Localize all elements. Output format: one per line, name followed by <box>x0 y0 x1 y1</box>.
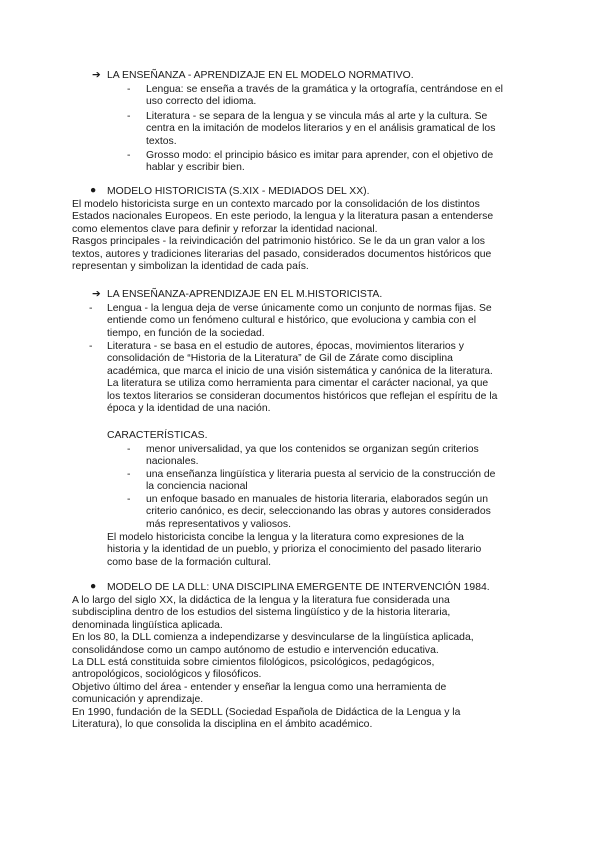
dash-bullet-icon: - <box>127 84 131 95</box>
heading-historicist-model: MODELO HISTORICISTA (S.XIX - MEDIADOS DEL XX). <box>107 186 370 197</box>
dash-bullet-icon: - <box>89 303 93 314</box>
list-item-lengua-hist: Lengua - la lengua deja de verse únicamente como un conjunto de normas fijas. Se entiende como un fenómeno cultural e histórico, que evoluciona y cambia con el tiempo, en función de la sociedad. <box>107 303 492 339</box>
heading-dll-model: MODELO DE LA DLL: UNA DISCIPLINA EMERGENTE DE INTERVENCIÓN 1984. <box>107 582 490 593</box>
dash-bullet-icon: - <box>127 444 131 455</box>
heading-historicist-teaching: LA ENSEÑANZA-APRENDIZAJE EN EL M.HISTORICISTA. <box>107 289 383 300</box>
list-item-literatura: Literatura - se separa de la lengua y se vincula más al arte y la cultura. Se centra en la imitación de modelos literarios y en el análisis gramatical de los textos. <box>146 111 496 147</box>
caract-item-enfoque: un enfoque basado en manuales de historia literaria, elaborados según un criterio canónico, es decir, seleccionando las obras y autores considerados más representativos y valiosos. <box>146 494 491 530</box>
arrow-icon: ➔ <box>92 70 101 81</box>
dash-bullet-icon: - <box>89 341 93 352</box>
paragraph-historicist: El modelo historicista surge en un contexto marcado por la consolidación de los distintos Estados nacionales Europeos. En este periodo, la lengua y la literatura pasan a entenderse como elementos clave para definir y reforzar la identidad nacional. Rasgos principales - la reivindicación del patrimonio histórico. Se le da un gran valor a los textos, autores y tradiciones literarias del pasado, considerados documentos históricos que representan y simbolizan la identidad de cada país. <box>72 199 494 273</box>
dash-bullet-icon: - <box>127 150 131 161</box>
paragraph-historicist-closing: El modelo historicista concibe la lengua y la literatura como expresiones de la historia y la identidad de un pueblo, y prioriza el conocimiento del pasado literario como base de la formación cultural. <box>107 532 482 568</box>
caracteristicas-label: CARACTERÍSTICAS. <box>107 430 208 441</box>
bullet-icon: ● <box>90 185 97 196</box>
list-item-lengua: Lengua: se enseña a través de la gramática y la ortografía, centrándose en el uso correcto del idioma. <box>146 84 503 108</box>
dash-bullet-icon: - <box>127 494 131 505</box>
caract-item-universalidad: menor universalidad, ya que los contenidos se organizan según criterios nacionales. <box>146 444 479 468</box>
caract-item-ensenanza: una enseñanza lingüística y literaria puesta al servicio de la construcción de la conciencia nacional <box>146 469 496 493</box>
paragraph-dll: A lo largo del siglo XX, la didáctica de la lengua y la literatura fue considerada una subdisciplina dentro de los estudios del sistema lingüístico y de la historia literaria, denominada lingüística aplicada. En los 80, la DLL comienza a independizarse y desvincularse de la lingüística aplicada, consolidándose como un campo autónomo de estudio e intervención educativa. La DLL está constituida sobre cimientos filológicos, psicológicos, pedagógicos, antropológicos, sociológicos y filosóficos. Objetivo último del área - entender y enseñar la lengua como una herramienta de comunicación y aprendizaje. En 1990, fundación de la SEDLL (Sociedad Española de Didáctica de la Lengua y la Literatura), lo que consolida la disciplina en el ámbito académico. <box>72 595 474 731</box>
bullet-icon: ● <box>90 581 97 592</box>
list-item-grosso-modo: Grosso modo: el principio básico es imitar para aprender, con el objetivo de hablar y escribir bien. <box>146 150 494 174</box>
list-item-literatura-hist: Literatura - se basa en el estudio de autores, épocas, movimientos literarios y consolidación de “Historia de la Literatura” de Gil de Zárate como disciplina académica, que marca el inicio de una visión sistemática y canónica de la literatura. La literatura se utiliza como herramienta para cimentar el carácter nacional, ya que los textos literarios se consideran documentos históricos que reflejan el espíritu de la época y la identidad de una nación. <box>107 341 498 415</box>
dash-bullet-icon: - <box>127 111 131 122</box>
dash-bullet-icon: - <box>127 469 131 480</box>
heading-normative-model: LA ENSEÑANZA - APRENDIZAJE EN EL MODELO NORMATIVO. <box>107 70 414 81</box>
arrow-icon: ➔ <box>92 289 101 300</box>
